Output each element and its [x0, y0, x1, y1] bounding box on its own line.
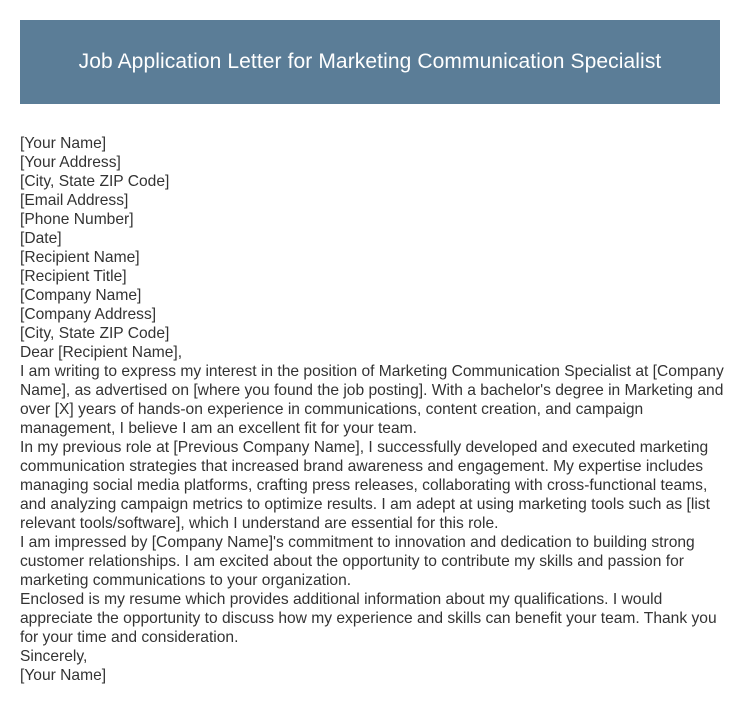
- sender-email: [Email Address]: [20, 192, 129, 209]
- salutation: Dear [Recipient Name],: [20, 344, 183, 361]
- page-title: Job Application Letter for Marketing Communication Specialist: [78, 50, 662, 73]
- recipient-company: [Company Name]: [20, 287, 142, 304]
- letter-body: [20, 134, 725, 685]
- paragraph-closing: Enclosed is my resume which provides additional information about my qualifications. I would appreciate the opportunity to discuss how my experience and skills can benefit your team. Thank you for your time and consideration.: [20, 591, 717, 646]
- closing: Sincerely,: [20, 648, 88, 665]
- letter-date: [Date]: [20, 230, 62, 247]
- recipient-title: [Recipient Title]: [20, 268, 127, 285]
- recipient-name: [Recipient Name]: [20, 249, 140, 266]
- letter-header: [20, 20, 720, 104]
- sender-address: [Your Address]: [20, 154, 121, 171]
- sender-name: [Your Name]: [20, 135, 107, 152]
- sender-phone: [Phone Number]: [20, 211, 134, 228]
- recipient-city-state-zip: [City, State ZIP Code]: [20, 325, 170, 342]
- paragraph-experience: In my previous role at [Previous Company Name], I successfully developed and executed marketing communication strategies that increased brand awareness and engagement. My expertise includes managing social media platforms, crafting press releases, collaborating with cross-functional teams, and analyzing campaign metrics to optimize results. I am adept at using marketing tools such as [list relevant tools/software], which I understand are essential for this role.: [20, 439, 710, 532]
- signature: [Your Name]: [20, 667, 107, 684]
- paragraph-company-interest: I am impressed by [Company Name]'s commitment to innovation and dedication to building strong customer relationships. I am excited about the opportunity to contribute my skills and passion for marketing communications to your organization.: [20, 534, 695, 589]
- paragraph-intro: I am writing to express my interest in the position of Marketing Communication Specialist at [Company Name], as advertised on [where you found the job posting]. With a bachelor's degree in Marketing and over [X] years of hands-on experience in communications, content creation, and campaign management, I believe I am an excellent fit for your team.: [20, 363, 724, 437]
- recipient-company-address: [Company Address]: [20, 306, 157, 323]
- sender-city-state-zip: [City, State ZIP Code]: [20, 173, 170, 190]
